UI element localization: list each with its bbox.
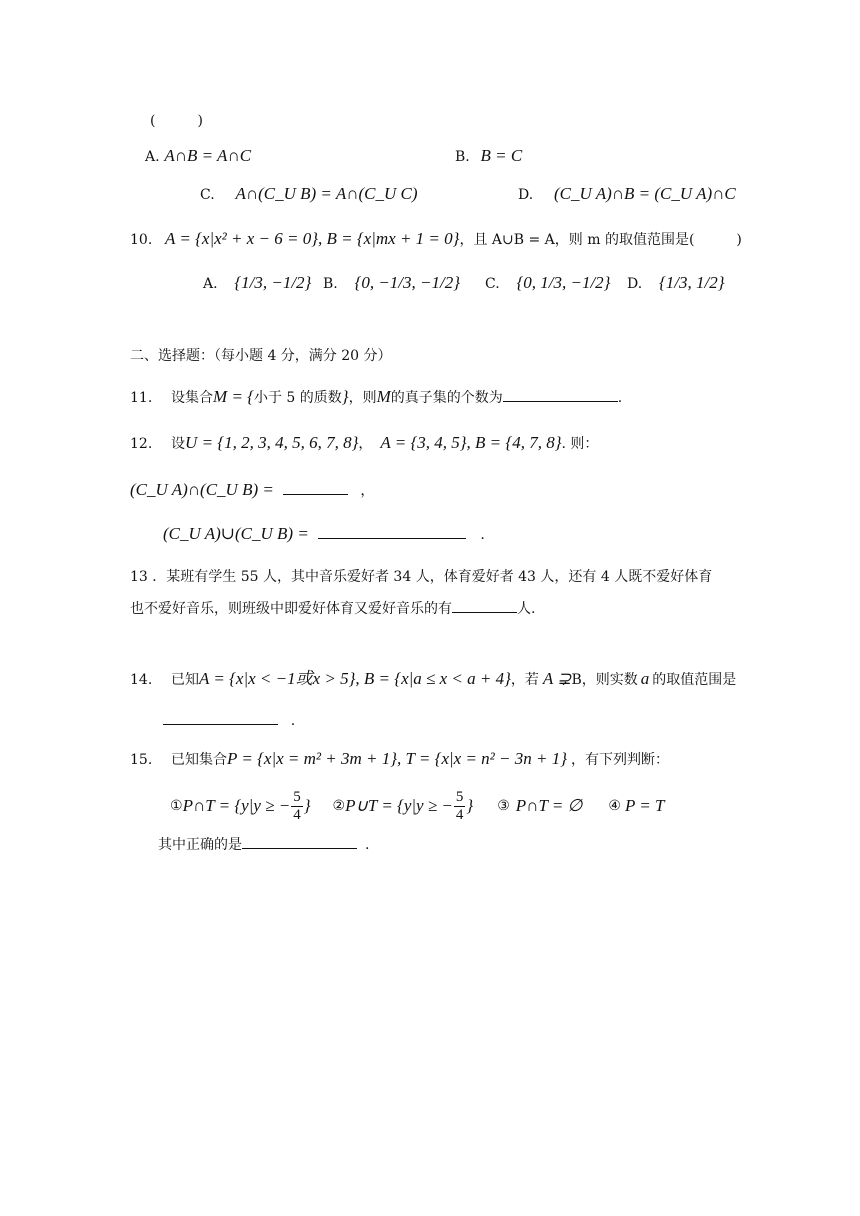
q10-option-b <box>323 272 460 295</box>
q14-text-pre: 已知 <box>171 672 200 688</box>
q14-text-end: 的取值范围是 <box>652 672 737 688</box>
q11-answer-blank[interactable] <box>503 385 618 402</box>
q12-text-pre: 设 <box>171 436 186 452</box>
q15-j3-label: ③ <box>497 798 510 814</box>
q12-math-u: U = {1, 2, 3, 4, 5, 6, 7, 8} <box>185 433 359 452</box>
q12-expr2: (C_U A)∪(C_U B) = <box>163 524 309 543</box>
q9-option-d-label: D. <box>518 187 534 203</box>
q11-text-pre: 设集合 <box>171 390 214 406</box>
q14-answer-blank[interactable] <box>163 708 278 725</box>
q15-j2-fraction: $\frac{5}{4}$ <box>455 788 464 823</box>
q15-text-post: ，有下列判断： <box>571 752 670 768</box>
q14-math-subset: A ⊋ <box>542 669 572 688</box>
q11-text-post2: 的真子集的个数为 <box>390 390 503 406</box>
q11-math-m: M = { <box>213 387 254 406</box>
q15-judgements <box>170 786 664 826</box>
q9-option-c <box>200 183 418 206</box>
q15-j1-math: P∩T = {y|y ≥ − <box>182 796 291 815</box>
q9-option-c-label: C. <box>200 187 215 203</box>
section-heading: 二、选择题：（每小题 4 分，满分 20 分） <box>130 348 392 364</box>
q15-answer-post: . <box>365 837 370 853</box>
q14-number: 14. <box>130 672 153 688</box>
q10-option-d <box>627 272 725 295</box>
q13-line2 <box>130 596 535 620</box>
q10-option-b-math: {0, −1/3, −1/2} <box>354 273 461 292</box>
q12-expr1-tail: ， <box>360 483 375 499</box>
q12-answer2-blank[interactable] <box>318 522 466 539</box>
q11: 11. 设集合M = {小于 5 的质数}，则M的真子集的个数为 . <box>130 387 623 406</box>
q14-stem <box>130 668 736 691</box>
q12-stem <box>130 432 598 455</box>
q10-option-a-math: {1/3, −1/2} <box>234 273 312 292</box>
q12-math-ab: A = {3, 4, 5}, B = {4, 7, 8} <box>380 433 562 452</box>
q14-text-post: B，则实数 <box>571 672 638 688</box>
q15-j1-fraction: $\frac{5}{4}$ <box>293 788 301 823</box>
q15-math: P = {x|x = m² + 3m + 1}, T = {x|x = n² − 3n + 1} <box>227 749 568 768</box>
q9-option-b-label: B. <box>455 149 470 165</box>
q11-number: 11. <box>130 390 153 406</box>
q12-text-post: . 则： <box>561 436 599 452</box>
q15-j4-math: P = T <box>624 796 665 815</box>
q15-j1-close: } <box>303 796 311 815</box>
q15-j1 <box>183 787 311 825</box>
q12-number: 12. <box>130 436 153 452</box>
q9-option-b-math: B = C <box>480 146 523 165</box>
q15-answer-blank[interactable] <box>242 832 357 849</box>
q15-j4-label: ④ <box>608 798 621 814</box>
q14-math-a: a <box>640 669 650 688</box>
q10-option-a <box>203 272 311 295</box>
q10-stem-math: A = {x|x² + x − 6 = 0}, B = {x|mx + 1 = 0} <box>165 229 460 248</box>
q9-option-b <box>455 145 522 168</box>
q12-expr1: (C_U A)∩(C_U B) = <box>130 480 274 499</box>
q13-line1: 13 ．某班有学生 55 人，其中音乐爱好者 34 人，体育爱好者 43 人，还有 4 人既不爱好体育 <box>130 569 713 585</box>
q12-answer1-blank[interactable] <box>283 478 348 495</box>
q14-answer <box>163 708 295 732</box>
q15-text-pre: 已知集合 <box>171 752 228 768</box>
q15-j2 <box>345 787 473 825</box>
q12-expr2-tail: . <box>480 527 485 543</box>
q15-answer-pre: 其中正确的是 <box>158 837 242 853</box>
q9-option-d-math: (C_U A)∩B = (C_U A)∩C <box>553 184 736 203</box>
q9-option-a-label: A. <box>145 149 160 165</box>
q11-math-close: } <box>341 387 349 406</box>
q10-option-d-math: {1/3, 1/2} <box>658 273 725 292</box>
q9-option-c-math: A∩(C_U B) = A∩(C_U C) <box>235 184 418 203</box>
q10-stem <box>130 228 742 251</box>
q15-stem <box>130 748 669 771</box>
q14-tail: . <box>290 713 296 729</box>
q10-option-d-label: D. <box>627 276 643 292</box>
q15-j2-math: P∪T = {y|y ≥ − <box>345 796 453 815</box>
q10-option-c-math: {0, 1/3, −1/2} <box>516 273 611 292</box>
q10-option-c-label: C. <box>485 276 500 292</box>
q14-text-mid: ，若 <box>510 672 539 688</box>
q10-option-c <box>485 272 610 295</box>
q15-j3-math: P∩T = ∅ <box>515 796 583 815</box>
q12-part1 <box>130 478 374 502</box>
q11-text-mid: 小于 5 的质数 <box>253 390 342 406</box>
q10-stem-text: ，且 A∪B = A，则 m 的取值范围是( ) <box>459 232 742 248</box>
q13-line2-pre: 也不爱好音乐，则班级中即爱好体育又爱好音乐的有 <box>130 601 452 617</box>
q15-j2-label: ② <box>332 798 346 814</box>
q10-option-b-label: B. <box>323 276 338 292</box>
q15-answer <box>158 832 369 856</box>
q13-answer-blank[interactable] <box>452 596 517 613</box>
q12-part2 <box>163 522 485 546</box>
q11-text-post1: ，则 <box>348 390 377 406</box>
q9-option-d <box>518 183 736 206</box>
q9-option-a <box>145 145 251 168</box>
q9-answer-paren: ( ) <box>150 113 203 129</box>
q10-number: 10. <box>130 232 153 248</box>
q14-math: A = {x|x < −1或x > 5}, B = {x|a ≤ x < a + 4} <box>199 669 511 688</box>
q15-j2-close: } <box>466 796 474 815</box>
q12-sep: ， <box>358 436 373 452</box>
q15-j1-label: ① <box>170 798 183 814</box>
q10-option-a-label: A. <box>203 276 218 292</box>
q9-option-a-math: A∩B = A∩C <box>164 146 252 165</box>
q15-number: 15. <box>130 752 153 768</box>
q13-line2-post: 人. <box>517 601 536 617</box>
q11-math-m2: M <box>376 387 391 406</box>
